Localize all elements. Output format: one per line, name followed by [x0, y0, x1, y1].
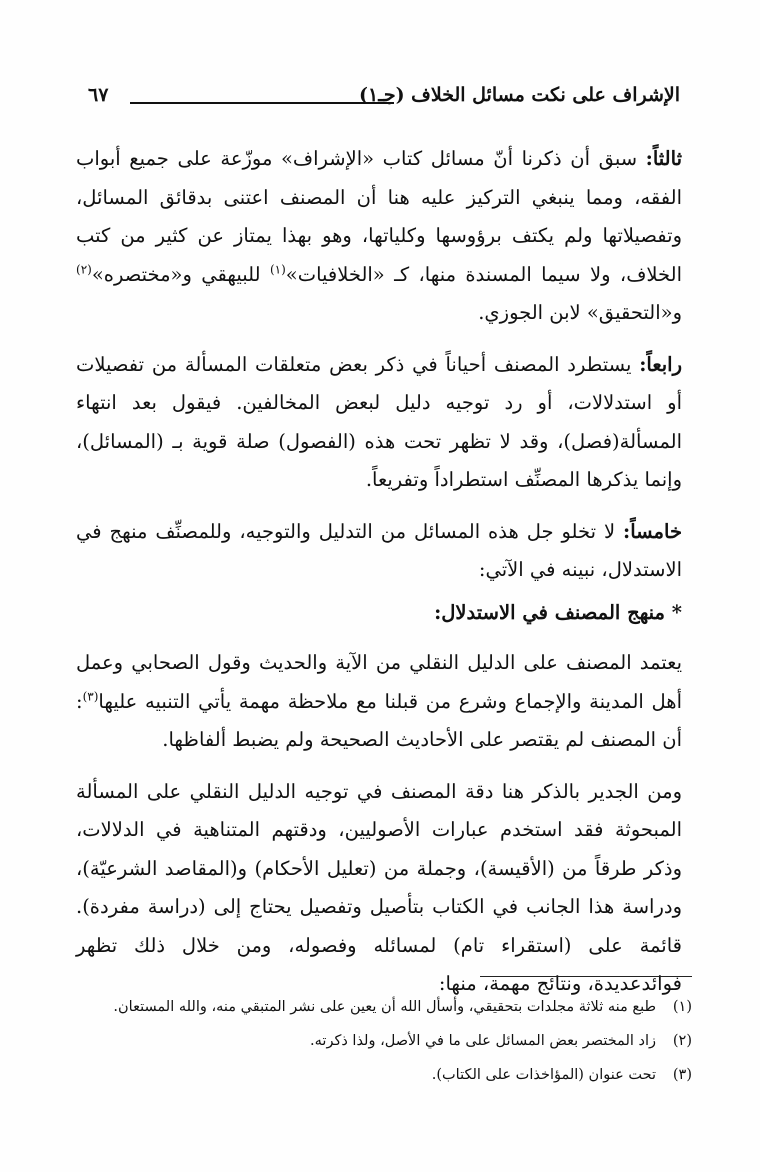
footnote-text: زاد المختصر بعض المسائل على ما في الأصل، ولذا ذكرته.	[310, 1033, 656, 1049]
footnote-2	[76, 1024, 692, 1058]
footnote-ref-1[interactable]: (١)	[269, 262, 286, 276]
paragraph-precision	[76, 773, 682, 1004]
paragraph-method	[76, 644, 682, 760]
footnote-ref-2[interactable]: (٢)	[76, 262, 92, 276]
section-heading: * منهج المصنف في الاستدلال:	[434, 600, 682, 624]
footnote-ref-3[interactable]: (٣)	[82, 689, 99, 703]
paragraph-fifth-point	[76, 513, 682, 590]
paragraph-text: يعتمد المصنف على الدليل النقلي من الآية والحديث وقول الصحابي وعمل أهل المدينة والإجماع وشرع من قبلنا مع ملاحظة مهمة يأتي التنبيه عليها	[76, 651, 682, 713]
footnote-3	[76, 1058, 692, 1092]
header-rule	[130, 102, 394, 104]
running-title: الإشراف على نكت مسائل الخلاف (جـ١)	[359, 84, 680, 106]
footnote-number: (٢)	[672, 1033, 692, 1049]
paragraph-fourth-point	[76, 346, 682, 500]
footnote-number: (٣)	[672, 1067, 692, 1083]
footnote-number: (١)	[672, 999, 692, 1015]
footnotes	[76, 990, 692, 1092]
page-number: ٦٧	[88, 84, 109, 106]
paragraph-third-point	[76, 140, 682, 333]
paragraph-text-end: : أن المصنف لم يقتصر على الأحاديث الصحيحة ولم يضبط ألفاظها.	[76, 689, 682, 751]
main-text	[76, 140, 682, 1017]
paragraph-text-cont: للبيهقي و«مختصره»	[91, 262, 270, 286]
page-header	[88, 84, 680, 120]
paragraph-text: لا تخلو جل هذه المسائل من التدليل والتوجيه، وللمصنِّف منهج في الاستدلال، نبينه في الآتي:	[76, 519, 682, 581]
paragraph-text-end: و«التحقيق» لابن الجوزي.	[478, 301, 682, 324]
paragraph-lead: ثالثاً:	[645, 147, 682, 170]
paragraph-text: سبق أن ذكرنا أنّ مسائل كتاب «الإشراف» موزّعة على جميع أبواب الفقه، ومما ينبغي التركيز عليه هنا أن المصنف اعتنى بدقائق المسائل، وتفصيلاتها ولم يكتف برؤوسها وكلياتها، وهو بهذا يمتاز عن كثير من كتب الخلاف، ولا سيما المسندة منها، كـ «الخلافيات»	[76, 147, 683, 286]
footnote-separator	[480, 976, 692, 977]
paragraph-lead: خامساً:	[623, 519, 682, 543]
footnote-text: تحت عنوان (المؤاخذات على الكتاب).	[431, 1067, 656, 1083]
paragraph-text: ومن الجدير بالذكر هنا دقة المصنف في توجيه الدليل النقلي على المسألة المبحوثة فقد استخدم عبارات الأصوليين، ودقتهم المتناهية في الدلالات، وذكر طرقاً من (الأقيسة)، وجملة من (تعليل الأحكام) و(المقاصد الشرعيّة)، ودراسة هذا الجانب في الكتاب بتأصيل وتفصيل يحتاج إلى (دراسة مفردة). قائمة على (استقراء تام) لمسائله وفصوله، ومن خلال ذلك تظهر فوائدعديدة، ونتائج مهمة، منها:	[76, 779, 682, 995]
footnote-1	[76, 990, 692, 1024]
paragraph-lead: رابعاً:	[639, 352, 682, 376]
paragraph-text: يستطرد المصنف أحياناً في ذكر بعض متعلقات المسألة من تفصيلات أو استدلالات، أو رد توجيه دليل لبعض المخالفين. فيقول بعد انتهاء المسألة(فصل)، وقد لا تظهر تحت هذه (الفصول) صلة قوية بـ (المسائل)، وإنما يذكرها المصنِّف استطراداً وتفريعاً.	[76, 352, 682, 491]
footnote-text: طبع منه ثلاثة مجلدات بتحقيقي، وأسأل الله أن يعين على نشر المتبقي منه، والله المستعان.	[113, 999, 656, 1015]
